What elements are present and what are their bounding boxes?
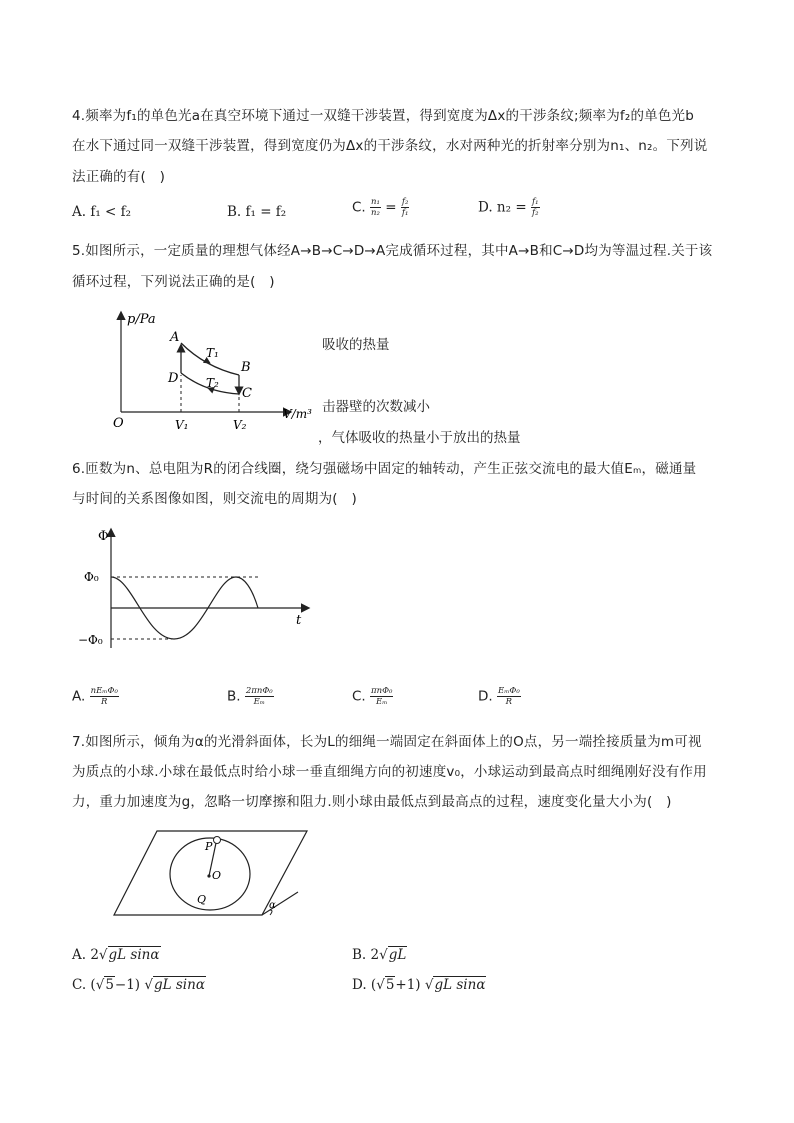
- q7-option-d: [352, 977, 486, 993]
- q4-stem-line2: 在水下通过同一双缝干涉装置，得到宽度仍为Δx的干涉条纹，水对两种光的折射率分别为n₁、n₂。下列说: [72, 138, 708, 154]
- radicand: gL sinα: [153, 977, 205, 993]
- q7-option-c-label: C. (: [72, 977, 96, 993]
- fraction-denominator: Eₘ: [376, 697, 388, 707]
- q6-option-d-label: D.: [478, 688, 493, 705]
- fraction-numerator: f₂: [401, 197, 409, 207]
- q4-option-d-label: D. n₂ =: [478, 199, 527, 216]
- q5-stem-line1: 5.如图所示，一定质量的理想气体经A→B→C→D→A完成循环过程，其中A→B和C→D均为等温过程.关于该: [72, 243, 713, 259]
- q4-stem-line1: 4.频率为f₁的单色光a在真空环境下通过一双缝干涉装置，得到宽度为Δx的干涉条纹;频率为f₂的单色光b: [72, 108, 695, 124]
- point-q-label: Q: [197, 893, 207, 906]
- q6-option-b-label: B.: [227, 688, 241, 705]
- neg-phi0-label: −Φ₀: [78, 633, 103, 647]
- q7-stem-line3: 力，重力加速度为g，忽略一切摩擦和阻力.则小球由最低点到最高点的过程，速度变化量大小为( ): [72, 794, 672, 810]
- q4-option-b: B. f₁ = f₂: [227, 204, 287, 220]
- v1-label: V₁: [175, 418, 189, 432]
- q4-stem-line3: 法正确的有( ): [72, 169, 166, 185]
- x-axis-label: V/m³: [283, 407, 312, 421]
- q4-option-d: [478, 197, 540, 218]
- q4-option-a: A. f₁ < f₂: [72, 204, 132, 220]
- fraction-denominator: R: [505, 697, 513, 707]
- sqrt-icon: √: [140, 977, 153, 993]
- fraction-denominator: f₁: [401, 208, 409, 218]
- point-c-label: C: [242, 386, 252, 401]
- t2-label: T₂: [206, 376, 219, 390]
- point-a-label: A: [170, 330, 180, 345]
- sqrt-icon: √: [95, 977, 105, 993]
- radicand: gL sinα: [108, 947, 160, 963]
- q6-option-c: [352, 686, 393, 707]
- q6-stem-line1: 6.匝数为n、总电阻为R的闭合线圈，绕匀强磁场中固定的轴转动，产生正弦交流电的最大值Eₘ，磁通量: [72, 461, 697, 477]
- sqrt-icon: √: [98, 947, 108, 963]
- q6-option-d-fraction: [497, 686, 521, 707]
- q7-option-c-middle: −1): [114, 977, 141, 993]
- sqrt-icon: √: [420, 977, 434, 993]
- radicand: 5: [385, 977, 395, 993]
- point-o-label: O: [212, 869, 222, 882]
- q7-incline-diagram: [112, 828, 312, 920]
- fraction-numerator: 2πnΦ₀: [245, 686, 273, 696]
- q6-flux-time-graph: [76, 524, 316, 654]
- q6-option-a-fraction: [90, 686, 119, 707]
- q5-option-fragment-2: 击器壁的次数减小: [322, 399, 430, 415]
- q6-option-a: [72, 686, 119, 707]
- y-axis-label: p/Pa: [127, 312, 156, 327]
- q5-pv-diagram: [105, 305, 320, 435]
- q5-option-fragment-3: ，气体吸收的热量小于放出的热量: [318, 430, 521, 446]
- q7-option-a-label: A. 2: [72, 947, 99, 963]
- q7-option-d-middle: +1): [395, 977, 421, 993]
- t-axis-label: t: [296, 613, 302, 628]
- fraction-numerator: f₁: [531, 197, 539, 207]
- q4-option-c-left-fraction: [370, 197, 381, 218]
- q4-option-c: [352, 197, 409, 218]
- fraction-denominator: n₂: [371, 208, 380, 218]
- fraction-numerator: πnΦ₀: [371, 686, 393, 696]
- equals-sign: =: [385, 199, 397, 216]
- q7-option-d-label: D. (: [352, 977, 377, 993]
- q7-stem-line2: 为质点的小球.小球在最低点时给小球一垂直细绳方向的初速度v₀，小球运动到最高点时细绳刚好没有作用: [72, 764, 707, 780]
- q7-option-b: [352, 947, 407, 963]
- radicand: gL: [388, 947, 407, 963]
- q6-option-b: [227, 686, 274, 707]
- incline-base-line: [262, 892, 298, 915]
- q5-stem-line2: 循环过程，下列说法正确的是( ): [72, 274, 275, 290]
- v2-label: V₂: [233, 418, 247, 432]
- q4-option-c-label: C.: [352, 199, 366, 216]
- fraction-numerator: EₘΦ₀: [497, 686, 520, 696]
- fraction-numerator: nEₘΦ₀: [90, 686, 118, 696]
- q4-option-d-fraction: [531, 197, 540, 218]
- point-b-label: B: [241, 360, 251, 375]
- ball-icon: [214, 837, 221, 844]
- radicand: 5: [105, 977, 114, 993]
- fraction-denominator: Eₘ: [253, 697, 265, 707]
- q7-stem-line1: 7.如图所示，倾角为α的光滑斜面体，长为L的细绳一端固定在斜面体上的O点，另一端拴接质量为m可视: [72, 734, 702, 750]
- sqrt-icon: √: [379, 947, 388, 963]
- q7-option-b-label: B. 2: [352, 947, 380, 963]
- q6-option-d: [478, 686, 521, 707]
- q6-option-c-label: C.: [352, 688, 366, 705]
- q7-option-a: [72, 947, 161, 963]
- point-p-label: P: [205, 840, 213, 853]
- q7-option-c: [72, 977, 206, 993]
- q5-option-fragment-1: 吸收的热量: [322, 337, 390, 353]
- pivot-point: [207, 874, 210, 877]
- fraction-denominator: f₂: [531, 208, 539, 218]
- q6-stem-line2: 与时间的关系图像如图，则交流电的周期为( ): [72, 491, 357, 507]
- q4-option-c-right-fraction: [401, 197, 410, 218]
- q6-option-a-label: A.: [72, 688, 86, 705]
- phi-axis-label: Φ: [98, 529, 109, 544]
- radicand: gL sinα: [434, 977, 486, 993]
- origin-label: O: [113, 416, 124, 431]
- fraction-numerator: n₁: [371, 197, 380, 207]
- q6-option-c-fraction: [370, 686, 393, 707]
- point-d-label: D: [168, 371, 179, 386]
- sqrt-icon: √: [376, 977, 385, 993]
- fraction-denominator: R: [101, 697, 108, 707]
- angle-alpha-label: α: [269, 900, 276, 911]
- t1-label: T₁: [206, 346, 219, 360]
- q6-option-b-fraction: [245, 686, 274, 707]
- phi0-label: Φ₀: [84, 570, 99, 584]
